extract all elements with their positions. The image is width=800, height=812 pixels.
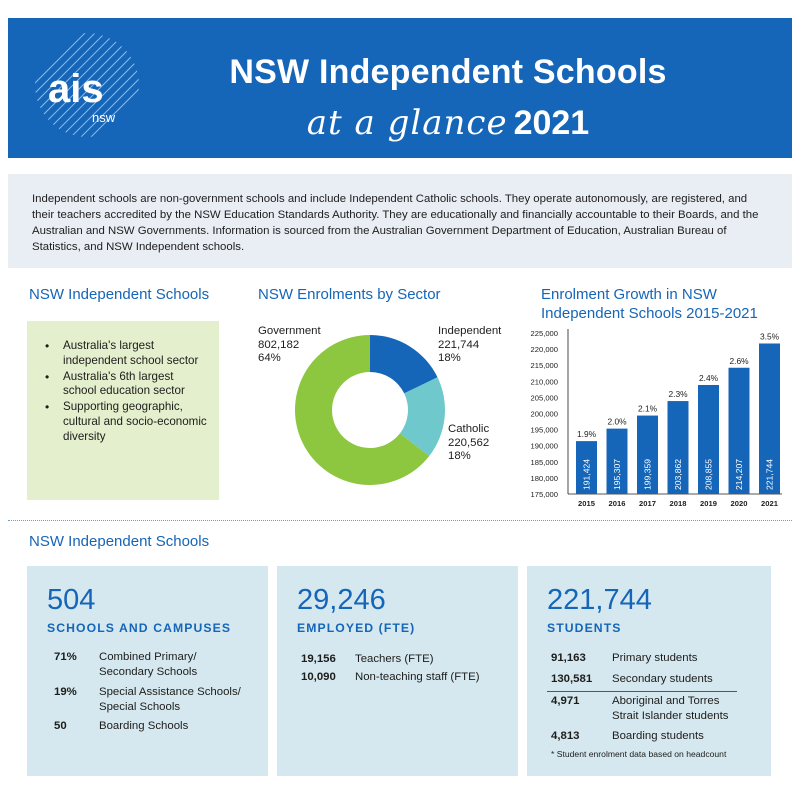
section-divider xyxy=(8,520,792,521)
bar-growth-label: 2.3% xyxy=(668,389,688,400)
stat-row-text xyxy=(99,685,241,715)
y-tick-label: 185,000 xyxy=(530,457,558,467)
slice-pct: 18% xyxy=(448,450,471,463)
stat-row-line: Non-teaching staff (FTE) xyxy=(355,671,480,683)
donut-chart xyxy=(290,330,450,490)
bar-growth-label: 1.9% xyxy=(576,429,597,440)
stat-card-students xyxy=(527,566,771,776)
page-subtitle xyxy=(8,103,800,143)
x-tick-label: 2018 xyxy=(669,499,687,508)
stat-row-line: Aboriginal and Torres xyxy=(612,695,720,707)
x-tick-label: 2015 xyxy=(578,499,595,508)
y-tick-label: 225,000 xyxy=(530,329,558,338)
stat-row-line: Secondary students xyxy=(612,673,713,685)
bullet-item: • Australia's largest independent school sector xyxy=(43,339,207,369)
stat-caption: SCHOOLS AND CAMPUSES xyxy=(47,621,232,635)
stat-card-schools xyxy=(27,566,268,776)
stat-row-line: Primary students xyxy=(612,652,698,664)
bar-value-label: 208,855 xyxy=(703,458,714,490)
stat-row-line: Boarding students xyxy=(612,730,704,742)
stat-row-number: 130,581 xyxy=(551,673,593,685)
stat-big-number: 221,744 xyxy=(547,584,652,616)
slice-label: Catholic xyxy=(448,423,490,435)
y-tick-label: 220,000 xyxy=(530,345,558,355)
stat-row-line: Special Assistance Schools/ xyxy=(99,686,241,698)
svg-text:nsw: nsw xyxy=(92,110,116,125)
x-tick-label: 2020 xyxy=(730,499,748,508)
bar-growth-label: 3.5% xyxy=(759,331,780,342)
stat-row-number: 10,090 xyxy=(301,671,336,683)
subtitle-year: 2021 xyxy=(513,104,590,142)
schools-panel-box xyxy=(27,321,219,500)
bar-value-label: 199,359 xyxy=(642,458,653,490)
stat-row-number: 4,813 xyxy=(551,730,580,742)
subtitle-script: at a glance xyxy=(306,103,508,143)
stat-row-line: Secondary Schools xyxy=(99,666,198,678)
slice-value: 220,562 xyxy=(448,436,490,449)
y-tick-label: 210,000 xyxy=(530,377,558,387)
bar-growth-label: 2.4% xyxy=(698,372,719,383)
footnote: * Student enrolment data based on headcount xyxy=(551,749,727,759)
donut-chart-title: NSW Enrolments by Sector xyxy=(258,286,441,303)
stat-row-number: 19% xyxy=(54,686,77,698)
stat-row-line: Strait Islander students xyxy=(612,710,729,722)
page-title: NSW Independent Schools xyxy=(229,53,667,91)
bar-value-label: 221,744 xyxy=(764,458,775,490)
bar-growth-label: 2.1% xyxy=(637,403,658,414)
stat-caption: EMPLOYED (FTE) xyxy=(297,621,416,635)
schools-panel-heading: NSW Independent Schools xyxy=(29,286,210,303)
stat-row-number: 71% xyxy=(54,651,77,663)
header-banner xyxy=(8,18,792,158)
stat-divider-rule xyxy=(547,691,737,692)
stat-row-line: Combined Primary/ xyxy=(99,651,197,663)
y-tick-label: 205,000 xyxy=(530,393,558,403)
donut-label-catholic xyxy=(448,423,489,464)
y-tick-label: 215,000 xyxy=(530,361,558,371)
x-tick-label: 2021 xyxy=(761,499,778,508)
slice-value: 221,744 xyxy=(438,338,480,351)
bar-growth-label: 2.0% xyxy=(607,416,627,427)
stat-row-text xyxy=(99,650,197,680)
bar-value-label: 214,207 xyxy=(734,458,744,490)
schools-bullet-list xyxy=(43,339,207,445)
y-tick-label: 195,000 xyxy=(530,425,558,435)
stat-caption: STUDENTS xyxy=(547,621,622,635)
stat-row-number: 19,156 xyxy=(301,653,336,665)
y-tick-label: 200,000 xyxy=(530,409,558,419)
stat-card-employed xyxy=(277,566,518,776)
bar-chart-title: Enrolment Growth in NSW Independent Schools 2015-2021 xyxy=(541,286,758,322)
stat-row-text xyxy=(612,694,729,724)
bullet-item: • Supporting geographic, cultural and socio-economic diversity xyxy=(43,400,207,444)
stat-row-number: 4,971 xyxy=(551,695,580,707)
stats-heading: NSW Independent Schools xyxy=(29,533,210,550)
bar-growth-label: 2.6% xyxy=(729,355,749,366)
slice-label: Independent xyxy=(438,325,502,337)
slice-pct: 64% xyxy=(258,352,281,365)
y-tick-label: 190,000 xyxy=(530,441,558,451)
stat-row-line: Special Schools xyxy=(99,701,181,713)
bar-value-label: 203,862 xyxy=(673,458,683,490)
stat-row-number: 50 xyxy=(54,720,67,732)
stat-row-line: Teachers (FTE) xyxy=(355,653,434,665)
y-tick-label: 175,000 xyxy=(530,490,558,499)
x-tick-label: 2016 xyxy=(608,499,626,508)
y-tick-label: 180,000 xyxy=(530,473,558,483)
bullet-item: • Australia's 6th largest school education sector xyxy=(43,370,207,400)
stat-big-number: 504 xyxy=(47,584,96,616)
x-tick-label: 2019 xyxy=(700,499,717,508)
slice-label: Government xyxy=(258,325,321,337)
x-tick-label: 2017 xyxy=(639,499,656,508)
slice-pct: 18% xyxy=(438,352,461,365)
bar-chart xyxy=(520,320,792,512)
slice-value: 802,182 xyxy=(258,338,300,351)
bar-value-label: 191,424 xyxy=(581,458,592,490)
stat-row-line: Boarding Schools xyxy=(99,720,189,732)
svg-text:ais: ais xyxy=(48,67,104,111)
stat-big-number: 29,246 xyxy=(297,584,386,616)
bar-value-label: 195,307 xyxy=(612,458,622,490)
intro-paragraph: Independent schools are non-government schools and include Independent Catholic schools. They operate autonomously, are registered, and their teachers accredited by the NSW Education Standards Authority. They are educationally and financially accountable to their Boards, and the Australian and NSW Governments. Information is sourced from the Australian Government Department of Education, Australian Bureau of Statistics, and NSW Independent schools. xyxy=(8,174,792,268)
stat-row-number: 91,163 xyxy=(551,652,586,664)
